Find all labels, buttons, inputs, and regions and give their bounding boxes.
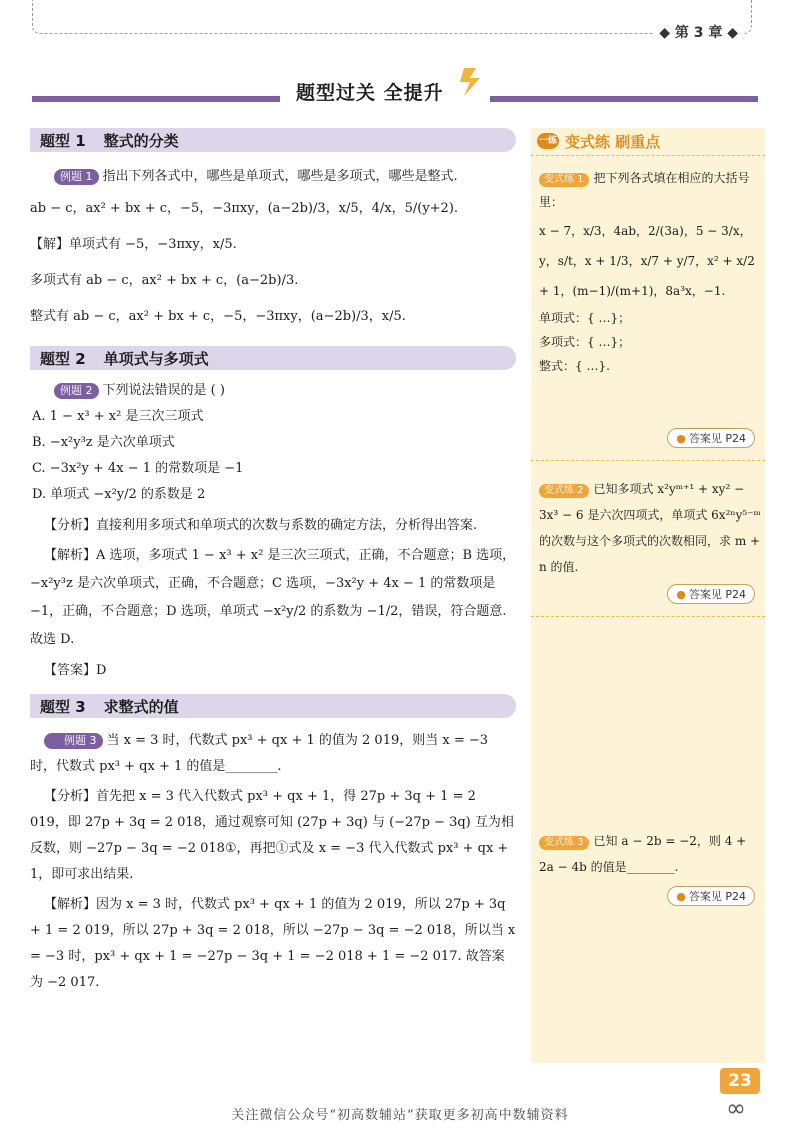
answer-link-3[interactable]: ● 答案见 P24	[667, 886, 755, 906]
practice-1: 变式练 1 把下列各式填在相应的大括号里： x − 7，x/3，4ab，2/(3a)，5 − 3/x，y，s/t，x + 1/3，x/7 + y/7，x² + x/2 + 1，(m−1)/(m+1)，8a³x，−1. 单项式：{ …}； 多项式：{ …}； 整式：{ …}.	[539, 166, 761, 378]
example-2-question: 例题 2 下列说法错误的是 ( )	[30, 380, 516, 402]
section-title: 单项式与多项式	[103, 349, 209, 368]
sidebar-practice	[531, 128, 765, 1063]
example-label: 例题 3	[44, 733, 103, 749]
example-label: 例题 1	[54, 169, 99, 185]
section-bar-1	[30, 128, 516, 152]
example-2-analysis: 【分析】直接利用多项式和单项式的次数与系数的确定方法，分析得出答案.	[44, 518, 478, 533]
section-number: 题型 1	[40, 131, 86, 150]
example-1-solution-monomial: 【解】单项式有 −5，−3πxy，x/5.	[30, 237, 237, 252]
chapter-label: ◆ 第 3 章 ◆	[653, 22, 744, 42]
page-number: 23	[720, 1068, 760, 1094]
top-dashed-frame	[32, 0, 752, 34]
option-a: A. 1 − x³ + x² 是三次三项式	[32, 409, 204, 424]
practice-2: 变式练 2 已知多项式 x²yᵐ⁺¹ + xy² − 3x³ − 6 是六次四项式，单项式 6x²ⁿy⁵⁻ᵐ 的次数与这个多项式的次数相同，求 m + n 的值.	[539, 482, 761, 574]
option-b: B. −x²y³z 是六次单项式	[32, 435, 175, 450]
example-3-analysis: 【分析】首先把 x = 3 代入代数式 px³ + qx + 1，得 27p + 3q + 1 = 2 019，即 27p + 3q = 2 018，通过观察可知 (27p + 3q) 与 (−27p − 3q) 互为相反数，则 −27p − 3q = −2 018①，再把①式及 x = −3 代入代数式 px³ + qx + 1，即可求出结果.	[30, 789, 514, 882]
example-3-explanation: 【解析】因为 x = 3 时，代数式 px³ + qx + 1 的值为 2 019，所以 27p + 3q + 1 = 2 019，所以 27p + 3q = 2 018，所以 −27p − 3q = −2 018，所以当 x = −3 时，px³ + qx + 1 = −27p − 3q + 1 = −2 018 + 1 = −2 017. 故答案为 −2 017.	[30, 897, 516, 990]
section-number: 题型 2	[40, 349, 86, 368]
header-bar-right	[490, 96, 758, 102]
pin-icon: ●	[676, 432, 686, 445]
example-label: 例题 2	[54, 383, 99, 399]
option-c: C. −3x²y + 4x − 1 的常数项是 −1	[32, 461, 244, 476]
lightning-icon	[458, 66, 488, 98]
header-title: 题型过关 全提升	[296, 82, 444, 104]
infinity-icon: ∞	[726, 1094, 746, 1122]
example-1-question: 例题 1 指出下列各式中，哪些是单项式，哪些是多项式，哪些是整式.	[30, 166, 516, 188]
section-title: 整式的分类	[103, 131, 179, 150]
example-1-solution-polynomial: 多项式有 ab − c，ax² + bx + c，(a−2b)/3.	[30, 273, 299, 288]
section-bar-3	[30, 694, 516, 718]
section-number: 题型 3	[40, 697, 86, 716]
example-1-expressions: ab − c，ax² + bx + c，−5，−3πxy，(a−2b)/3，x/5，4/x，5/(y+2).	[30, 201, 459, 216]
section-bar-2	[30, 346, 516, 370]
fill-monomial: 单项式：{ …}；	[539, 311, 631, 325]
practice-3: 变式练 3 已知 a − 2b = −2，则 4 + 2a − 4b 的值是________.	[539, 834, 747, 874]
sidebar-header	[531, 128, 765, 154]
practice-label: 变式练 2	[539, 484, 589, 498]
example-2-explanation: 【解析】A 选项，多项式 1 − x³ + x² 是三次三项式，正确，不合题意；B 选项，−x²y³z 是六次单项式，正确，不合题意；C 选项，−3x²y + 4x − 1 的常数项是 −1，正确，不合题意；D 选项，单项式 −x²y/2 的系数为 −1/2，错误，符合题意. 故选 D.	[30, 548, 516, 647]
footer-note: 关注微信公众号“初高数辅站”获取更多初高中数辅资料	[231, 1108, 569, 1123]
sidebar-tag-icon: 一练	[537, 133, 559, 149]
practice-1-expressions: x − 7，x/3，4ab，2/(3a)，5 − 3/x，y，s/t，x + 1/3，x/7 + y/7，x² + x/2 + 1，(m−1)/(m+1)，8a³x，−1.	[539, 224, 755, 298]
practice-label: 变式练 3	[539, 836, 589, 850]
header-bar-left	[32, 96, 280, 102]
answer-link-1[interactable]: ● 答案见 P24	[667, 428, 755, 448]
section-title: 求整式的值	[103, 697, 179, 716]
pin-icon: ●	[676, 588, 686, 601]
practice-label: 变式练 1	[539, 173, 589, 187]
example-2-answer: 【答案】D	[44, 663, 107, 678]
example-1-solution-integral: 整式有 ab − c，ax² + bx + c，−5，−3πxy，(a−2b)/3，x/5.	[30, 309, 406, 324]
pin-icon: ●	[676, 890, 686, 903]
answer-link-2[interactable]: ● 答案见 P24	[667, 584, 755, 604]
fill-integral: 整式：{ …}.	[539, 359, 610, 373]
main-column	[30, 128, 516, 996]
divider	[531, 616, 765, 617]
divider	[531, 155, 765, 156]
divider	[531, 460, 765, 461]
option-d: D. 单项式 −x²y/2 的系数是 2	[32, 487, 206, 502]
example-3-question: 例题 3 当 x = 3 时，代数式 px³ + qx + 1 的值为 2 019，则当 x = −3 时，代数式 px³ + qx + 1 的值是________.	[30, 733, 489, 774]
fill-polynomial: 多项式：{ …}；	[539, 335, 631, 349]
sidebar-title: 变式练 刷重点	[565, 132, 661, 151]
